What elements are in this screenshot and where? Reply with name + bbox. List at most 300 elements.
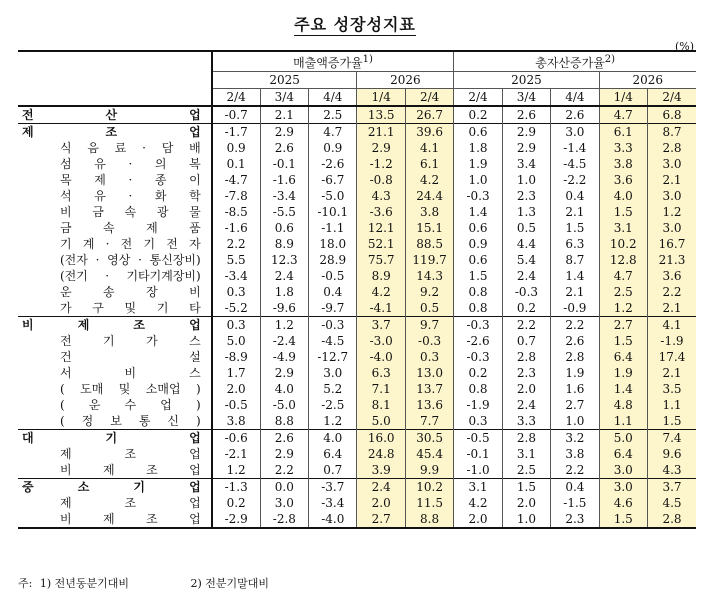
table-cell: 3.3 — [599, 140, 647, 156]
table-row — [18, 511, 696, 528]
table-cell: 4.2 — [405, 172, 453, 188]
table-cell: 2.9 — [502, 140, 550, 156]
table-cell: 7.4 — [648, 430, 697, 447]
table-cell: 3.0 — [260, 495, 308, 511]
table-cell: -3.4 — [212, 268, 260, 284]
header-quarter: 4/4 — [309, 89, 357, 107]
table-row — [18, 124, 696, 141]
footnote-1: 1) 전년동분기대비 — [39, 577, 130, 590]
table-cell: -1.6 — [260, 172, 308, 188]
table-cell: 3.4 — [502, 156, 550, 172]
table-cell: 9.7 — [405, 317, 453, 334]
table-cell: 119.7 — [405, 252, 453, 268]
table-cell: -2.4 — [260, 333, 308, 349]
table-cell: -0.6 — [212, 430, 260, 447]
table-cell: -9.7 — [309, 300, 357, 317]
table-cell: -0.3 — [454, 317, 502, 334]
table-row — [18, 300, 696, 317]
table-cell: 3.8 — [551, 446, 599, 462]
table-cell: 2.3 — [502, 365, 550, 381]
table-cell: 2.3 — [551, 511, 599, 528]
table-cell: 2.1 — [551, 204, 599, 220]
table-cell: 0.8 — [454, 300, 502, 317]
table-cell: 0.2 — [502, 300, 550, 317]
row-label: ( 도매 및 소매업 ) — [60, 381, 201, 396]
table-cell: 1.7 — [212, 365, 260, 381]
table-cell: -5.0 — [309, 188, 357, 204]
table-cell: -0.5 — [454, 430, 502, 447]
table-cell: 39.6 — [405, 124, 453, 141]
table-cell: 4.2 — [357, 284, 405, 300]
table-cell: 21.1 — [357, 124, 405, 141]
table-row — [18, 172, 696, 188]
table-cell: 0.6 — [454, 220, 502, 236]
row-label: 비 제 조 업 — [18, 317, 212, 334]
table-cell: 11.5 — [405, 495, 453, 511]
table-row — [18, 317, 696, 334]
table-cell: 2.4 — [502, 397, 550, 413]
table-cell: 6.8 — [648, 106, 697, 124]
table-cell: -5.0 — [260, 397, 308, 413]
table-cell: 4.8 — [599, 397, 647, 413]
table-cell: 4.3 — [357, 188, 405, 204]
table-cell: 2.8 — [648, 511, 697, 528]
table-cell: 4.4 — [502, 236, 550, 252]
table-cell: 4.2 — [454, 495, 502, 511]
table-cell: 5.0 — [212, 333, 260, 349]
table-cell: 7.1 — [357, 381, 405, 397]
table-cell: 2.1 — [648, 365, 697, 381]
table-cell: 3.9 — [357, 462, 405, 479]
table-cell: -0.7 — [212, 106, 260, 124]
table-cell: 1.2 — [260, 317, 308, 334]
table-cell: 21.3 — [648, 252, 697, 268]
table-cell: 13.6 — [405, 397, 453, 413]
row-label: ( 정 보 통 신 ) — [60, 413, 201, 428]
table-cell: 9.6 — [648, 446, 697, 462]
table-cell: -9.6 — [260, 300, 308, 317]
table-cell: -2.6 — [454, 333, 502, 349]
table-cell: 1.0 — [551, 413, 599, 430]
table-cell: -0.8 — [357, 172, 405, 188]
table-cell: 1.5 — [502, 479, 550, 496]
row-label: 기 계 · 전 기 전 자 — [60, 236, 201, 251]
table-cell: -5.5 — [260, 204, 308, 220]
table-cell: 1.9 — [551, 365, 599, 381]
table-cell: 0.6 — [454, 124, 502, 141]
footnote-2: 2) 전분기말대비 — [190, 577, 270, 590]
table-cell: 9.2 — [405, 284, 453, 300]
table-cell: -3.4 — [309, 495, 357, 511]
table-row — [18, 252, 696, 268]
table-cell: 2.6 — [260, 430, 308, 447]
unit-label: (%) — [674, 40, 694, 53]
table-cell: 4.7 — [599, 268, 647, 284]
table-row — [18, 236, 696, 252]
table-cell: -2.2 — [551, 172, 599, 188]
table-cell: 1.5 — [599, 204, 647, 220]
header-asset-growth: 총자산증가율$^{2)}$ — [454, 51, 696, 72]
table-cell: 3.0 — [648, 156, 697, 172]
table-cell: 3.2 — [551, 430, 599, 447]
table-cell: 1.3 — [502, 204, 550, 220]
table-cell: 2.9 — [260, 124, 308, 141]
table-cell: 13.0 — [405, 365, 453, 381]
footnote-prefix: 주: — [18, 577, 33, 590]
table-cell: 4.3 — [648, 462, 697, 479]
table-cell: -7.8 — [212, 188, 260, 204]
row-label: 제 조 업 — [60, 446, 201, 461]
table-cell: 45.4 — [405, 446, 453, 462]
table-cell: 24.8 — [357, 446, 405, 462]
row-label: ( 운 수 업 ) — [60, 397, 201, 412]
table-cell: 0.3 — [405, 349, 453, 365]
table-cell: 75.7 — [357, 252, 405, 268]
table-cell: 1.8 — [260, 284, 308, 300]
table-cell: -4.5 — [551, 156, 599, 172]
table-cell: 2.0 — [357, 495, 405, 511]
table-cell: -1.2 — [357, 156, 405, 172]
table-cell: 3.6 — [599, 172, 647, 188]
table-cell: 5.4 — [502, 252, 550, 268]
table-cell: 3.8 — [599, 156, 647, 172]
table-cell: 4.0 — [599, 188, 647, 204]
table-cell: 3.5 — [648, 381, 697, 397]
table-cell: 0.4 — [551, 188, 599, 204]
header-quarter: 1/4 — [357, 89, 405, 107]
header-year: 2025 — [212, 72, 357, 89]
table-row — [18, 462, 696, 479]
table-cell: -0.1 — [454, 446, 502, 462]
row-label: 제 조 업 — [60, 495, 201, 510]
table-cell: 1.2 — [309, 413, 357, 430]
table-row — [18, 349, 696, 365]
table-row — [18, 365, 696, 381]
table-cell: 6.1 — [599, 124, 647, 141]
table-cell: 24.4 — [405, 188, 453, 204]
row-label: 가 구 및 기 타 — [60, 300, 201, 315]
table-cell: 2.7 — [551, 397, 599, 413]
table-cell: 2.0 — [502, 381, 550, 397]
table-cell: 26.7 — [405, 106, 453, 124]
table-cell: 2.9 — [502, 124, 550, 141]
row-label: 전 기 가 스 — [60, 333, 201, 348]
table-cell: 2.5 — [502, 462, 550, 479]
table-cell: 1.0 — [502, 172, 550, 188]
table-cell: -0.3 — [454, 188, 502, 204]
table-cell: 17.4 — [648, 349, 697, 365]
footnote — [18, 575, 696, 591]
table-cell: 14.3 — [405, 268, 453, 284]
header-year: 2025 — [454, 72, 599, 89]
table-cell: -3.7 — [309, 479, 357, 496]
table-cell: -0.3 — [502, 284, 550, 300]
table-cell: -6.7 — [309, 172, 357, 188]
table-cell: 3.0 — [551, 124, 599, 141]
table-cell: 1.8 — [454, 140, 502, 156]
table-cell: 3.1 — [502, 446, 550, 462]
table-cell: 6.3 — [357, 365, 405, 381]
row-label: 비 제 조 업 — [60, 462, 201, 477]
table-cell: -0.1 — [260, 156, 308, 172]
table-cell: -0.3 — [454, 349, 502, 365]
table-cell: -8.5 — [212, 204, 260, 220]
table-cell: -2.5 — [309, 397, 357, 413]
table-cell: 8.7 — [648, 124, 697, 141]
table-cell: 1.2 — [599, 300, 647, 317]
table-row — [18, 495, 696, 511]
table-cell: 1.4 — [551, 268, 599, 284]
table-cell: 10.2 — [599, 236, 647, 252]
table-cell: 3.6 — [648, 268, 697, 284]
table-cell: 52.1 — [357, 236, 405, 252]
table-cell: -0.3 — [405, 333, 453, 349]
table-cell: 4.1 — [648, 317, 697, 334]
table-cell: 1.6 — [551, 381, 599, 397]
table-cell: 4.0 — [260, 381, 308, 397]
table-cell: -1.7 — [212, 124, 260, 141]
table-row — [18, 284, 696, 300]
header-quarter: 2/4 — [454, 89, 502, 107]
table-cell: 8.9 — [357, 268, 405, 284]
table-cell: 2.9 — [260, 365, 308, 381]
table-cell: -1.9 — [648, 333, 697, 349]
table-cell: 2.8 — [502, 430, 550, 447]
table-cell: 2.6 — [260, 140, 308, 156]
table-cell: -1.0 — [454, 462, 502, 479]
table-cell: 7.7 — [405, 413, 453, 430]
table-cell: 6.3 — [551, 236, 599, 252]
table-cell: 4.1 — [405, 140, 453, 156]
table-cell: 6.1 — [405, 156, 453, 172]
table-cell: -1.6 — [212, 220, 260, 236]
table-cell: 28.9 — [309, 252, 357, 268]
table-cell: -0.5 — [212, 397, 260, 413]
table-cell: -3.0 — [357, 333, 405, 349]
table-cell: 2.2 — [648, 284, 697, 300]
table-cell: 2.8 — [502, 349, 550, 365]
table-cell: -2.9 — [212, 511, 260, 528]
table-cell: 2.0 — [212, 381, 260, 397]
table-cell: 3.0 — [309, 365, 357, 381]
table-cell: 0.9 — [309, 140, 357, 156]
table-row — [18, 446, 696, 462]
table-cell: 13.5 — [357, 106, 405, 124]
table-cell: -0.5 — [309, 268, 357, 284]
table-cell: 3.8 — [405, 204, 453, 220]
table-cell: 2.4 — [357, 479, 405, 496]
row-label: 비 제 조 업 — [18, 511, 212, 528]
table-row — [18, 106, 696, 124]
table-cell: 0.9 — [454, 236, 502, 252]
table-cell: 4.7 — [309, 124, 357, 141]
table-cell: 1.4 — [599, 381, 647, 397]
table-cell: 0.9 — [212, 140, 260, 156]
table-cell: 0.4 — [309, 284, 357, 300]
table-cell: 2.0 — [502, 495, 550, 511]
table-cell: 0.8 — [454, 284, 502, 300]
row-label: 전 산 업 — [22, 107, 201, 122]
table-cell: -4.1 — [357, 300, 405, 317]
table-cell: 8.8 — [260, 413, 308, 430]
table-cell: -2.8 — [260, 511, 308, 528]
table-cell: 3.3 — [502, 413, 550, 430]
row-label: 운 송 장 비 — [60, 284, 201, 299]
table-cell: 2.2 — [212, 236, 260, 252]
table-cell: 15.1 — [405, 220, 453, 236]
row-label: 비 금 속 광 물 — [60, 204, 201, 219]
table-cell: 13.7 — [405, 381, 453, 397]
row-label: 금 속 제 품 — [60, 220, 201, 235]
row-label: 석 유 · 화 학 — [60, 188, 201, 203]
header-quarter: 2/4 — [648, 89, 697, 107]
table-cell: 1.9 — [599, 365, 647, 381]
table-cell: 2.7 — [599, 317, 647, 334]
table-cell: -1.1 — [309, 220, 357, 236]
table-cell: 1.1 — [648, 397, 697, 413]
table-cell: -4.0 — [357, 349, 405, 365]
header-quarter: 4/4 — [551, 89, 599, 107]
table-cell: 12.8 — [599, 252, 647, 268]
table-cell: -4.0 — [309, 511, 357, 528]
table-cell: -4.9 — [260, 349, 308, 365]
table-cell: 3.0 — [648, 188, 697, 204]
table-cell: 3.8 — [212, 413, 260, 430]
table-cell: 1.5 — [551, 220, 599, 236]
table-cell: 0.0 — [260, 479, 308, 496]
table-cell: 0.3 — [212, 284, 260, 300]
table-cell: 0.5 — [405, 300, 453, 317]
table-cell: 2.6 — [551, 106, 599, 124]
row-label: 식 음 료 · 담 배 — [60, 140, 201, 155]
table-cell: 6.4 — [599, 446, 647, 462]
page-title: 주요 성장성지표 — [294, 15, 416, 34]
table-cell: -12.7 — [309, 349, 357, 365]
table-cell: 0.2 — [454, 106, 502, 124]
table-cell: 8.1 — [357, 397, 405, 413]
table-cell: 8.9 — [260, 236, 308, 252]
table-cell: 3.1 — [454, 479, 502, 496]
table-cell: 3.0 — [599, 462, 647, 479]
header-sales-growth: 매출액증가율$^{1)}$ — [212, 51, 454, 72]
table-cell: 5.0 — [357, 413, 405, 430]
table-cell: 1.5 — [648, 413, 697, 430]
table-row — [18, 430, 696, 447]
table-cell: -0.3 — [309, 317, 357, 334]
table-cell: 1.5 — [599, 511, 647, 528]
row-label: 서 비 스 — [60, 365, 201, 380]
table-cell: 4.5 — [648, 495, 697, 511]
table-cell: 18.0 — [309, 236, 357, 252]
table-cell: -1.9 — [454, 397, 502, 413]
table-cell: 3.7 — [357, 317, 405, 334]
table-cell: 2.9 — [260, 446, 308, 462]
table-row — [18, 204, 696, 220]
table-cell: 4.0 — [309, 430, 357, 447]
table-cell: 9.9 — [405, 462, 453, 479]
table-cell: 0.6 — [454, 252, 502, 268]
table-cell: 2.1 — [260, 106, 308, 124]
table-cell: 8.7 — [551, 252, 599, 268]
table-cell: -3.4 — [260, 188, 308, 204]
row-label: 제 조 업 — [18, 124, 212, 141]
header-quarter: 2/4 — [405, 89, 453, 107]
table-cell: 2.1 — [551, 284, 599, 300]
table-cell: -4.7 — [212, 172, 260, 188]
table-cell: 0.3 — [454, 413, 502, 430]
table-cell: 3.0 — [648, 220, 697, 236]
table-cell: -1.4 — [551, 140, 599, 156]
table-cell: 2.2 — [502, 317, 550, 334]
table-cell: 1.9 — [454, 156, 502, 172]
table-cell: 6.4 — [309, 446, 357, 462]
table-cell: 0.2 — [212, 495, 260, 511]
table-cell: 2.5 — [599, 284, 647, 300]
table-cell: 8.8 — [405, 511, 453, 528]
row-label: 섬 유 · 의 복 — [60, 156, 201, 171]
table-cell: -8.9 — [212, 349, 260, 365]
table-row — [18, 156, 696, 172]
table-cell: -5.2 — [212, 300, 260, 317]
table-cell: 2.1 — [648, 172, 697, 188]
row-label: 목 제 · 종 이 — [60, 172, 201, 187]
table-cell: 16.0 — [357, 430, 405, 447]
table-cell: 10.2 — [405, 479, 453, 496]
table-cell: 1.0 — [502, 511, 550, 528]
table-cell: 12.3 — [260, 252, 308, 268]
table-cell: 2.2 — [551, 462, 599, 479]
table-cell: 2.7 — [357, 511, 405, 528]
table-cell: 6.4 — [599, 349, 647, 365]
table-cell: -1.5 — [551, 495, 599, 511]
table-row — [18, 413, 696, 430]
table-cell: 2.5 — [309, 106, 357, 124]
header-quarter: 2/4 — [212, 89, 260, 107]
table-cell: 1.5 — [454, 268, 502, 284]
table-cell: 1.2 — [648, 204, 697, 220]
table-cell: 4.6 — [599, 495, 647, 511]
table-cell: 0.7 — [502, 333, 550, 349]
table-cell: 2.2 — [551, 317, 599, 334]
table-cell: 3.0 — [599, 479, 647, 496]
table-cell: 2.0 — [454, 511, 502, 528]
header-quarter: 1/4 — [599, 89, 647, 107]
table-cell: 2.8 — [648, 140, 697, 156]
table-cell: -1.3 — [212, 479, 260, 496]
table-cell: 1.1 — [599, 413, 647, 430]
table-row — [18, 220, 696, 236]
table-cell: 2.4 — [260, 268, 308, 284]
table-cell: 2.1 — [648, 300, 697, 317]
table-cell: 0.2 — [454, 365, 502, 381]
row-label: 건 설 — [60, 349, 201, 364]
table-row — [18, 479, 696, 496]
table-cell: 30.5 — [405, 430, 453, 447]
table-cell: 2.9 — [357, 140, 405, 156]
table-cell: 16.7 — [648, 236, 697, 252]
table-cell: 0.8 — [454, 381, 502, 397]
table-cell: 2.2 — [260, 462, 308, 479]
row-label: (전자 · 영상 · 통신장비) — [60, 252, 201, 267]
table-cell: 0.6 — [260, 220, 308, 236]
header-year: 2026 — [357, 72, 454, 89]
header-year: 2026 — [599, 72, 696, 89]
row-label: (전기 · 기타기계장비) — [60, 268, 201, 283]
table-cell: 5.2 — [309, 381, 357, 397]
table-cell: 3.7 — [648, 479, 697, 496]
table-cell: 12.1 — [357, 220, 405, 236]
table-cell: 88.5 — [405, 236, 453, 252]
